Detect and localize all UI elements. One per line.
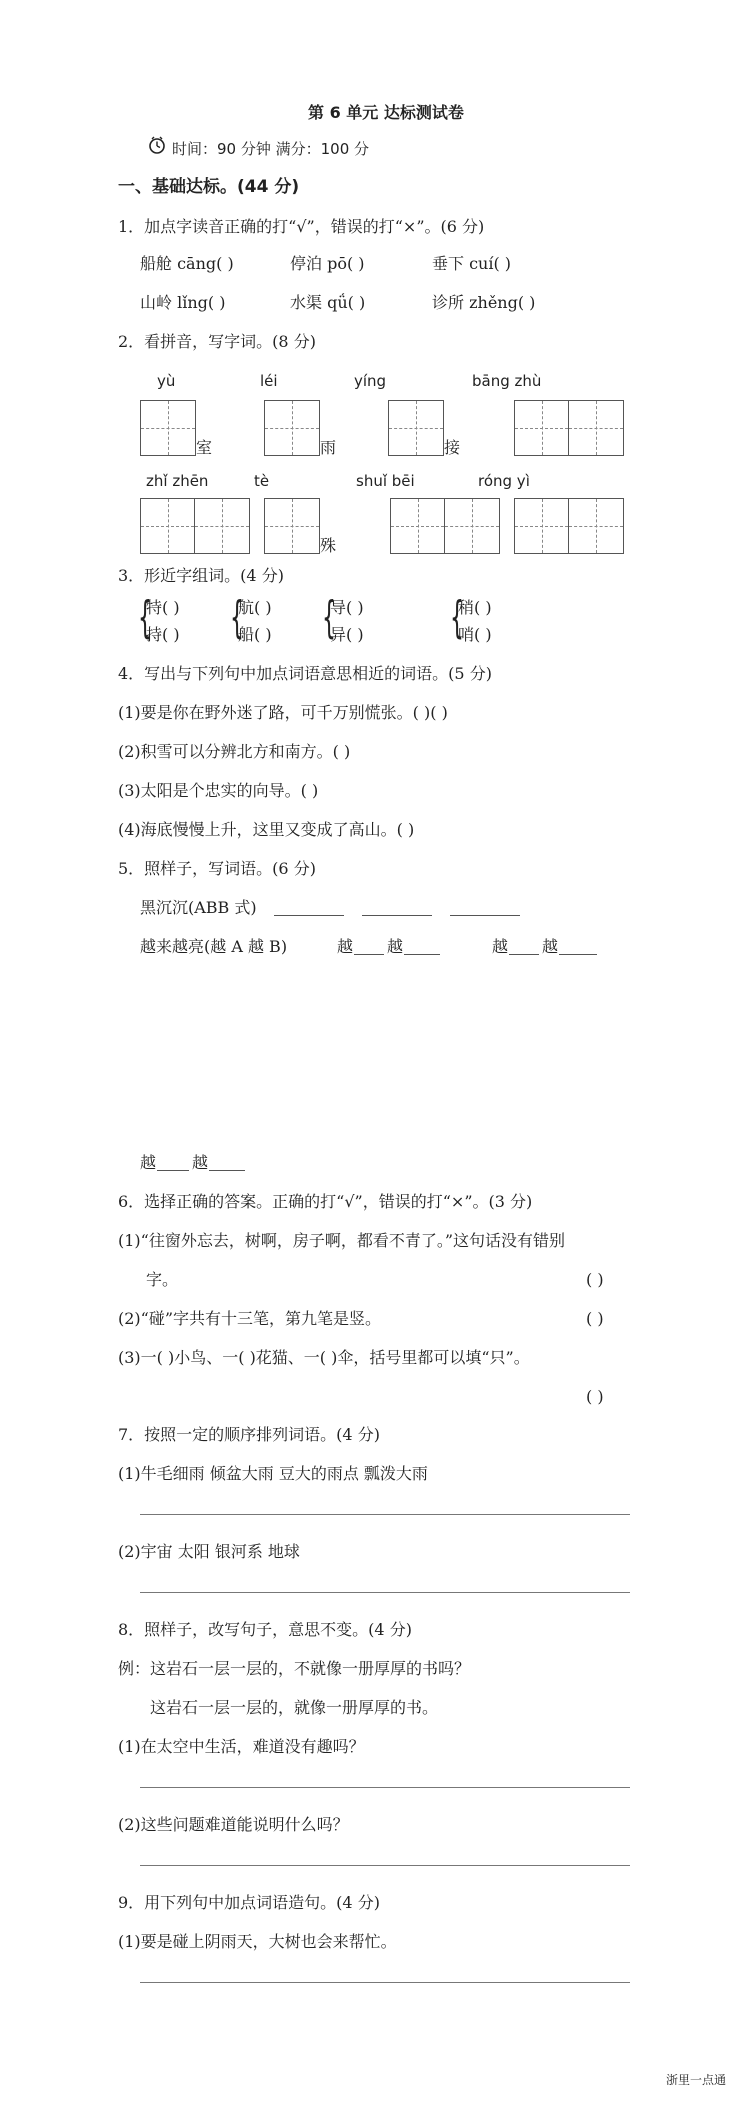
answer-line[interactable] <box>140 1982 630 1983</box>
writing-grid[interactable] <box>140 498 250 554</box>
brace: { <box>450 592 464 643</box>
yue-char: 越 <box>337 937 354 956</box>
answer-paren[interactable]: ( ) <box>586 1270 604 1289</box>
q8-example: 这岩石一层一层的，就像一册厚厚的书。 <box>150 1698 439 1717</box>
q4-item: (4)海底慢慢上升，这里又变成了高山。( ) <box>118 820 415 839</box>
grid-suffix: 接 <box>444 438 461 457</box>
footer-brand: 浙里一点通 <box>666 2073 727 2087</box>
q5-example-abb: 黑沉沉(ABB 式) <box>140 898 257 917</box>
yue-char: 越 <box>140 1153 157 1172</box>
q3-word: 航( ) <box>238 598 272 617</box>
brace: { <box>230 592 244 643</box>
answer-blank[interactable] <box>509 954 539 955</box>
answer-blank[interactable] <box>209 1170 245 1171</box>
clock-icon <box>148 136 166 154</box>
q6-item: (2)“碰”字共有十三笔，第九笔是竖。 <box>118 1309 382 1328</box>
q3-word: 持( ) <box>146 625 180 644</box>
question-9-stem: 9．用下列句中加点词语造句。(4 分) <box>118 1893 380 1912</box>
brace: { <box>322 592 336 643</box>
answer-paren[interactable]: ( ) <box>586 1309 604 1328</box>
yue-char: 越 <box>387 937 404 956</box>
q4-item: (2)积雪可以分辨北方和南方。( ) <box>118 742 351 761</box>
q1-item: 停泊 pō( ) <box>290 254 365 273</box>
q8-example: 例：这岩石一层一层的，不就像一册厚厚的书吗？ <box>118 1659 471 1678</box>
answer-line[interactable] <box>140 1514 630 1515</box>
yue-char: 越 <box>492 937 509 956</box>
yue-char: 越 <box>192 1153 209 1172</box>
answer-blank[interactable] <box>362 915 432 916</box>
writing-grid[interactable] <box>140 400 196 456</box>
q3-word: 导( ) <box>330 598 364 617</box>
pinyin: tè <box>254 472 270 490</box>
answer-blank[interactable] <box>404 954 440 955</box>
q7-item: (2)宇宙 太阳 银河系 地球 <box>118 1542 300 1561</box>
pinyin: yù <box>157 372 176 390</box>
q1-item: 诊所 zhěng( ) <box>432 293 536 312</box>
pinyin: yíng <box>354 372 387 390</box>
writing-grid[interactable] <box>264 498 320 554</box>
exam-info: 时间：90 分钟 满分：100 分 <box>172 140 370 158</box>
q3-word: 特( ) <box>146 598 180 617</box>
page-title: 第 6 单元 达标测试卷 <box>308 103 464 122</box>
question-7-stem: 7．按照一定的顺序排列词语。(4 分) <box>118 1425 380 1444</box>
writing-grid[interactable] <box>388 400 444 456</box>
section-title: 一、基础达标。(44 分) <box>118 177 300 197</box>
answer-paren[interactable]: ( ) <box>586 1387 604 1406</box>
q1-item: 垂下 cuí( ) <box>432 254 512 273</box>
pinyin: bāng zhù <box>472 372 542 390</box>
writing-grid[interactable] <box>390 498 500 554</box>
answer-blank[interactable] <box>450 915 520 916</box>
q3-word: 异( ) <box>330 625 364 644</box>
answer-line[interactable] <box>140 1592 630 1593</box>
grid-suffix: 殊 <box>320 536 337 555</box>
q1-item: 水渠 qǘ( ) <box>290 293 366 312</box>
answer-line[interactable] <box>140 1865 630 1866</box>
q1-item: 船舱 cāng( ) <box>140 254 234 273</box>
brace: { <box>138 592 152 643</box>
question-1-stem: 1．加点字读音正确的打“√”，错误的打“×”。(6 分) <box>118 217 485 236</box>
writing-grid[interactable] <box>514 498 624 554</box>
q4-item: (1)要是你在野外迷了路，可千万别慌张。( )( ) <box>118 703 448 722</box>
q9-item: (1)要是碰上阴雨天，大树也会来帮忙。 <box>118 1932 397 1951</box>
question-6-stem: 6．选择正确的答案。正确的打“√”，错误的打“×”。(3 分) <box>118 1192 533 1211</box>
q3-word: 哨( ) <box>458 625 492 644</box>
pinyin: zhǐ zhēn <box>146 472 209 490</box>
pinyin: róng yì <box>478 472 530 490</box>
question-8-stem: 8．照样子，改写句子，意思不变。(4 分) <box>118 1620 412 1639</box>
q7-item: (1)牛毛细雨 倾盆大雨 豆大的雨点 瓢泼大雨 <box>118 1464 428 1483</box>
question-4-stem: 4．写出与下列句中加点词语意思相近的词语。(5 分) <box>118 664 492 683</box>
answer-blank[interactable] <box>157 1170 189 1171</box>
writing-grid[interactable] <box>264 400 320 456</box>
question-5-stem: 5．照样子，写词语。(6 分) <box>118 859 316 878</box>
q5-example-yue: 越来越亮(越 A 越 B) <box>140 937 288 956</box>
q4-item: (3)太阳是个忠实的向导。( ) <box>118 781 319 800</box>
q8-item: (2)这些问题难道能说明什么吗？ <box>118 1815 349 1834</box>
writing-grid[interactable] <box>514 400 624 456</box>
grid-suffix: 室 <box>196 438 213 457</box>
q6-item: (3)一( )小鸟、一( )花猫、一( )伞，括号里都可以填“只”。 <box>118 1348 530 1367</box>
yue-char: 越 <box>542 937 559 956</box>
answer-blank[interactable] <box>274 915 344 916</box>
q3-word: 船( ) <box>238 625 272 644</box>
grid-suffix: 雨 <box>320 438 337 457</box>
q6-item: (1)“往窗外忘去，树啊，房子啊，都看不青了。”这句话没有错别 <box>118 1231 566 1250</box>
pinyin: shuǐ bēi <box>356 472 415 490</box>
q3-word: 稍( ) <box>458 598 492 617</box>
question-3-stem: 3．形近字组词。(4 分) <box>118 566 284 585</box>
q8-item: (1)在太空中生活，难道没有趣吗？ <box>118 1737 365 1756</box>
q6-item: 字。 <box>146 1270 179 1289</box>
answer-blank[interactable] <box>354 954 384 955</box>
answer-blank[interactable] <box>559 954 597 955</box>
pinyin: léi <box>260 372 278 390</box>
q1-item: 山岭 lǐng( ) <box>140 293 226 312</box>
answer-line[interactable] <box>140 1787 630 1788</box>
question-2-stem: 2．看拼音，写字词。(8 分) <box>118 332 316 351</box>
